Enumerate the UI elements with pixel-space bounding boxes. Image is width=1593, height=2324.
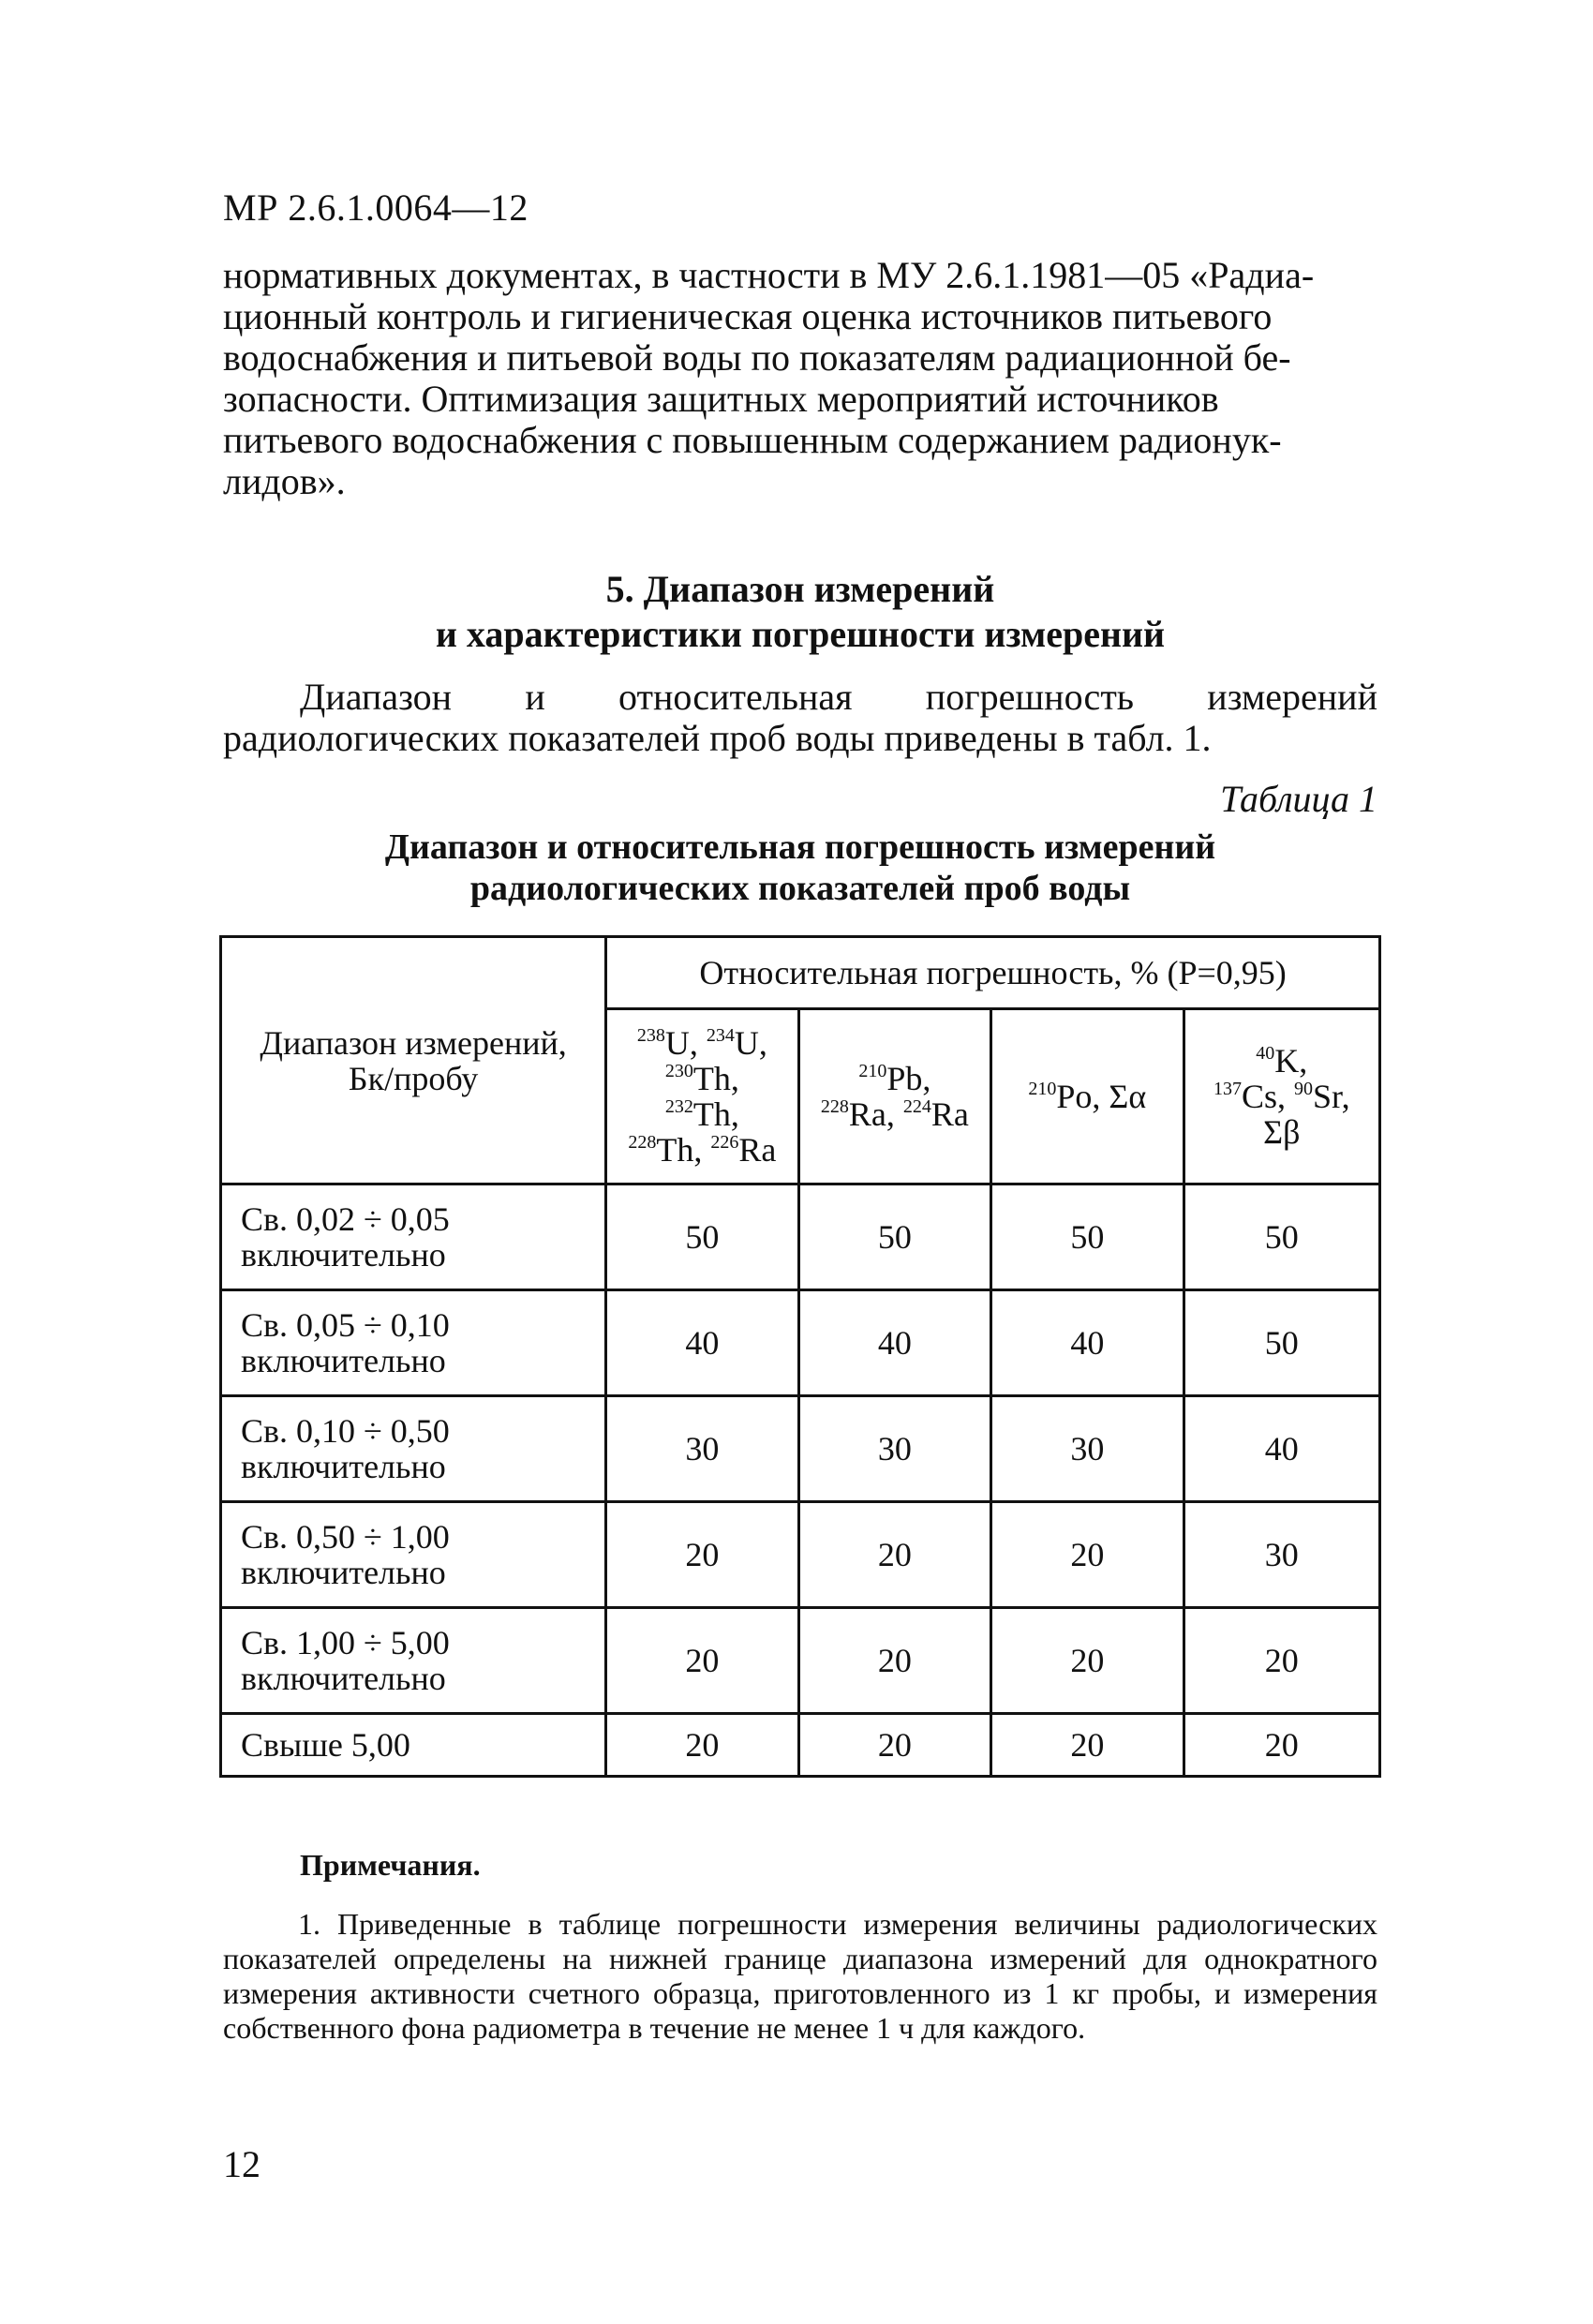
value-cell: 20 <box>606 1714 798 1777</box>
range-cell: Свыше 5,00 <box>221 1714 606 1777</box>
section-heading-line: 5. Диапазон измерений <box>605 568 995 610</box>
range-cell: Св. 0,05 ÷ 0,10 включительно <box>221 1290 606 1396</box>
value-cell: 50 <box>1184 1184 1379 1290</box>
value-cell: 20 <box>798 1502 990 1608</box>
table-row <box>221 1502 1380 1608</box>
table-row <box>221 1290 1380 1396</box>
value-cell: 40 <box>606 1290 798 1396</box>
table-row <box>221 1396 1380 1502</box>
range-header-cell <box>221 937 606 1184</box>
value-cell: 20 <box>606 1608 798 1714</box>
value-cell: 30 <box>991 1396 1184 1502</box>
intro-line: водоснабжения и питьевой воды по показателям радиационной бе- <box>223 336 1291 379</box>
value-cell: 20 <box>991 1608 1184 1714</box>
table-header-row <box>221 937 1380 1009</box>
intro-paragraph <box>223 255 1377 502</box>
intro-line: питьевого водоснабжения с повышенным содержанием радионук- <box>223 419 1282 461</box>
value-cell: 20 <box>798 1714 990 1777</box>
relative-error-header: Относительная погрешность, % (P=0,95) <box>606 937 1380 1009</box>
value-cell: 20 <box>1184 1714 1379 1777</box>
nuclide-header-lead-radium: $^{210}$Pb, $^{228}$Ra, $^{224}$Ra <box>798 1009 990 1184</box>
value-cell: 30 <box>606 1396 798 1502</box>
table-title-line: радиологических показателей проб воды <box>469 869 1131 908</box>
note-item: 1. Приведенные в таблице погрешности измерения величины радиологических показателей определены на нижней границе диапазона измерений для однократного измерения активности счетного образца, приготовленного из 1 кг пробы, и измерения собственного фона радиометра в течение не менее 1 ч для каждого. <box>223 1907 1377 2045</box>
intro-line: зопасности. Оптимизация защитных мероприятий источников <box>223 378 1219 420</box>
value-cell: 20 <box>798 1608 990 1714</box>
table-number: Таблица 1 <box>1220 778 1377 820</box>
body-paragraph: Диапазон и относительная погрешность измерений радиологических показателей проб воды приведены в табл. 1. <box>223 676 1377 759</box>
nuclide-header-uranium-thorium: $^{238}$U, $^{234}$U, $^{230}$Th, $^{232}$Th, $^{228}$Th, $^{226}$Ra <box>606 1009 798 1184</box>
value-cell: 30 <box>1184 1502 1379 1608</box>
nuclide-header-polonium-alpha: $^{210}$Po, Σα <box>991 1009 1184 1184</box>
section-heading <box>223 567 1377 657</box>
intro-line: нормативных документах, в частности в МУ 2.6.1.1981—05 «Радиа- <box>223 254 1315 296</box>
table-row <box>221 1714 1380 1777</box>
value-cell: 50 <box>991 1184 1184 1290</box>
range-header-line: Бк/пробу <box>348 1059 479 1097</box>
table-title-line: Диапазон и относительная погрешность измерений <box>384 827 1216 867</box>
notes-title: Примечания. <box>300 1848 481 1882</box>
page-number: 12 <box>223 2143 261 2185</box>
value-cell: 50 <box>606 1184 798 1290</box>
value-cell: 20 <box>991 1714 1184 1777</box>
value-cell: 50 <box>798 1184 990 1290</box>
value-cell: 30 <box>798 1396 990 1502</box>
value-cell: 20 <box>1184 1608 1379 1714</box>
intro-line: ционный контроль и гигиеническая оценка источников питьевого <box>223 295 1273 337</box>
intro-line: лидов». <box>223 460 346 502</box>
range-cell: Св. 1,00 ÷ 5,00 включительно <box>221 1608 606 1714</box>
table-row <box>221 1608 1380 1714</box>
measurement-table <box>219 935 1381 1778</box>
section-heading-line: и характеристики погрешности измерений <box>435 613 1166 655</box>
document-code: МР 2.6.1.0064—12 <box>223 186 529 229</box>
value-cell: 40 <box>798 1290 990 1396</box>
table-row <box>221 1184 1380 1290</box>
table-title <box>223 827 1377 909</box>
nuclide-header-potassium-cesium-strontium: $^{40}$K, $^{137}$Cs, $^{90}$Sr, Σβ <box>1184 1009 1379 1184</box>
value-cell: 50 <box>1184 1290 1379 1396</box>
range-header-line: Диапазон измерений, <box>260 1023 567 1062</box>
value-cell: 20 <box>991 1502 1184 1608</box>
range-cell: Св. 0,10 ÷ 0,50 включительно <box>221 1396 606 1502</box>
value-cell: 20 <box>606 1502 798 1608</box>
range-cell: Св. 0,50 ÷ 1,00 включительно <box>221 1502 606 1608</box>
range-cell: Св. 0,02 ÷ 0,05 включительно <box>221 1184 606 1290</box>
value-cell: 40 <box>1184 1396 1379 1502</box>
value-cell: 40 <box>991 1290 1184 1396</box>
